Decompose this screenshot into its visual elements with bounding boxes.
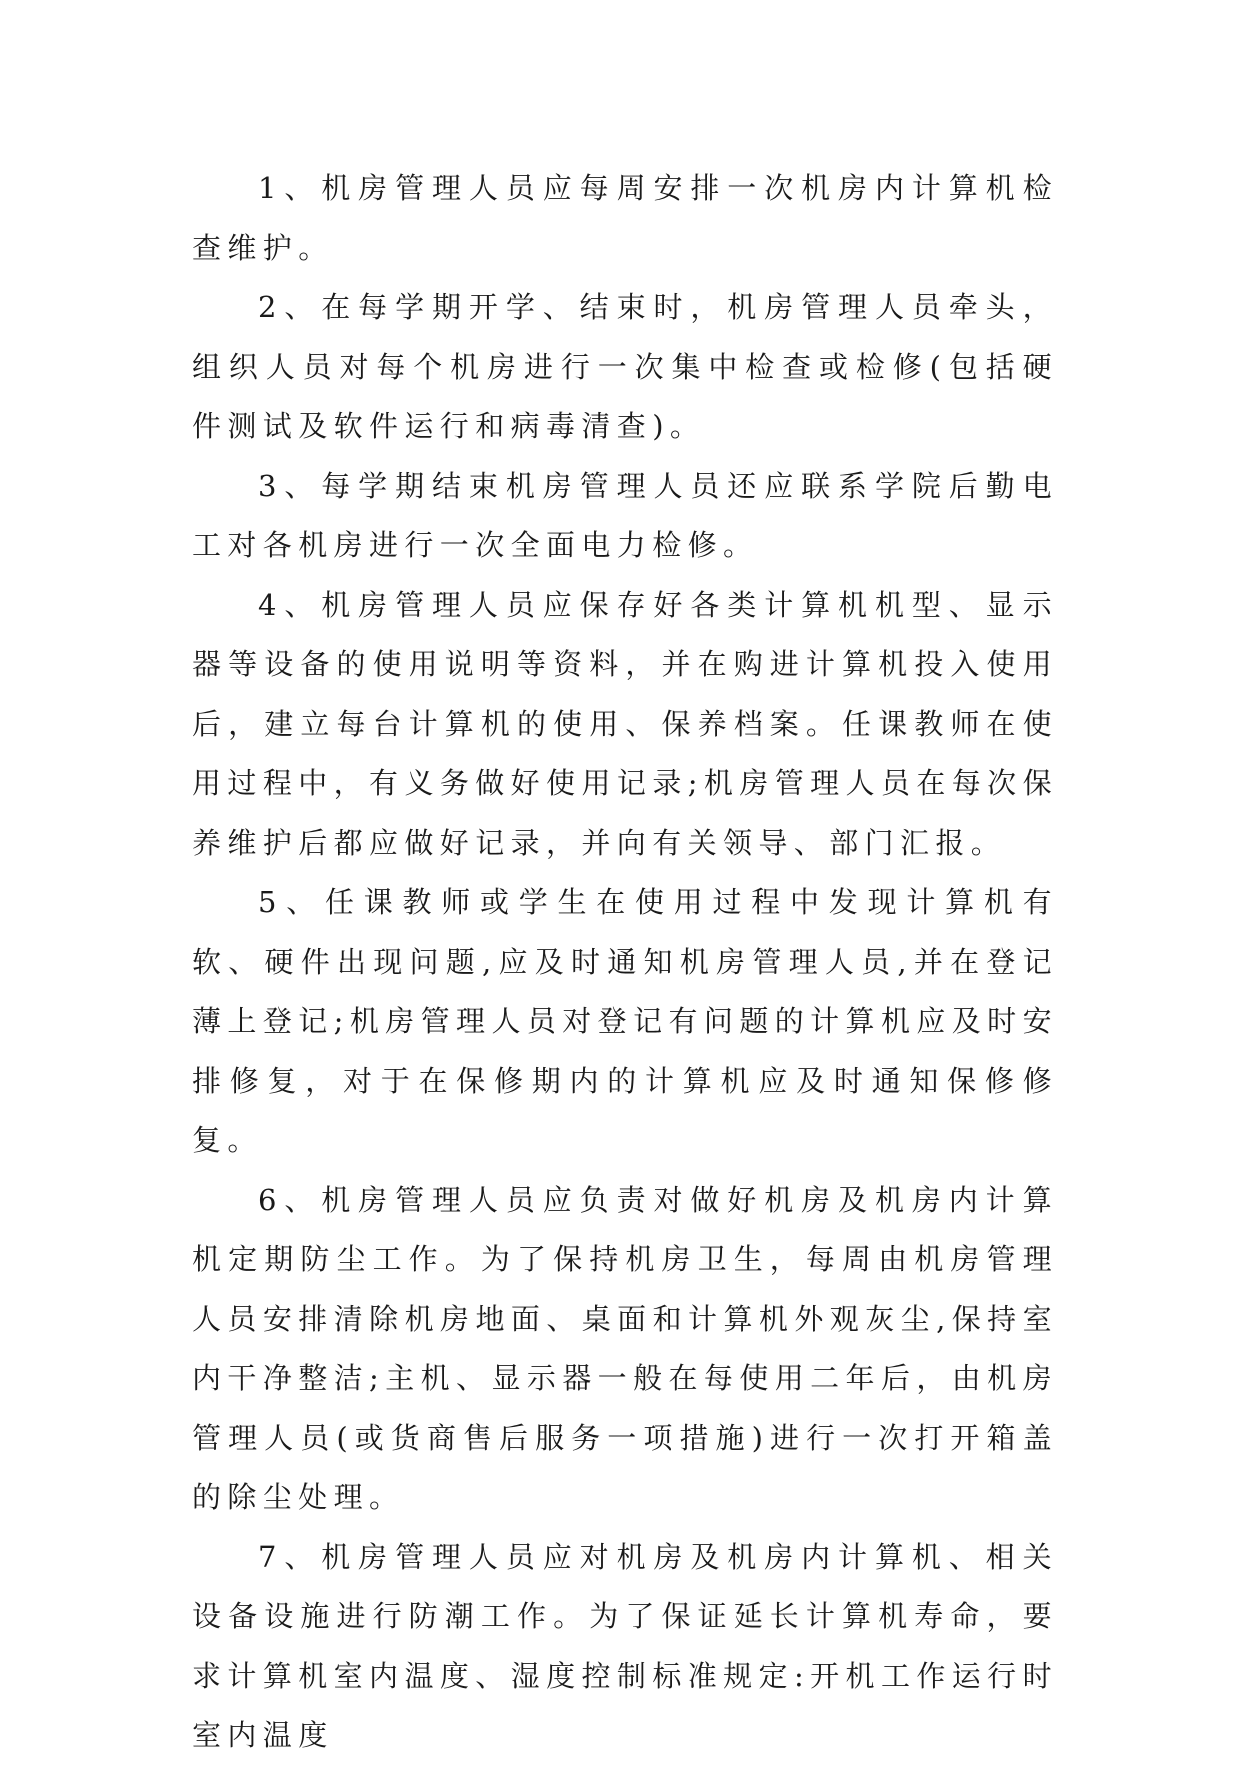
paragraph-7: 7、机房管理人员应对机房及机房内计算机、相关设备设施进行防潮工作。为了保证延长计算机寿命，要求计算机室内温度、湿度控制标准规定:开机工作运行时室内温度 <box>192 1539 1058 1752</box>
paragraph-3: 3、每学期结束机房管理人员还应联系学院后勤电工对各机房进行一次全面电力检修。 <box>192 468 1058 562</box>
document-page <box>192 159 1058 1766</box>
paragraph-2: 2、在每学期开学、结束时，机房管理人员牵头，组织人员对每个机房进行一次集中检查或检修(包括硬件测试及软件运行和病毒清查)。 <box>192 290 1058 443</box>
paragraph-1: 1、机房管理人员应每周安排一次机房内计算机检查维护。 <box>192 171 1058 265</box>
paragraph-5: 5、任课教师或学生在使用过程中发现计算机有软、硬件出现问题,应及时通知机房管理人员,并在登记薄上登记;机房管理人员对登记有问题的计算机应及时安排修复，对于在保修期内的计算机应及时通知保修修复。 <box>192 885 1058 1157</box>
paragraph-4: 4、机房管理人员应保存好各类计算机机型、显示器等设备的使用说明等资料，并在购进计算机投入使用后，建立每台计算机的使用、保养档案。任课教师在使用过程中，有义务做好使用记录;机房管理人员在每次保养维护后都应做好记录，并向有关领导、部门汇报。 <box>192 587 1058 860</box>
paragraph-6: 6、机房管理人员应负责对做好机房及机房内计算机定期防尘工作。为了保持机房卫生，每周由机房管理人员安排清除机房地面、桌面和计算机外观灰尘,保持室内干净整洁;主机、显示器一般在每使用二年后，由机房管理人员(或货商售后服务一项措施)进行一次打开箱盖的除尘处理。 <box>192 1182 1058 1514</box>
